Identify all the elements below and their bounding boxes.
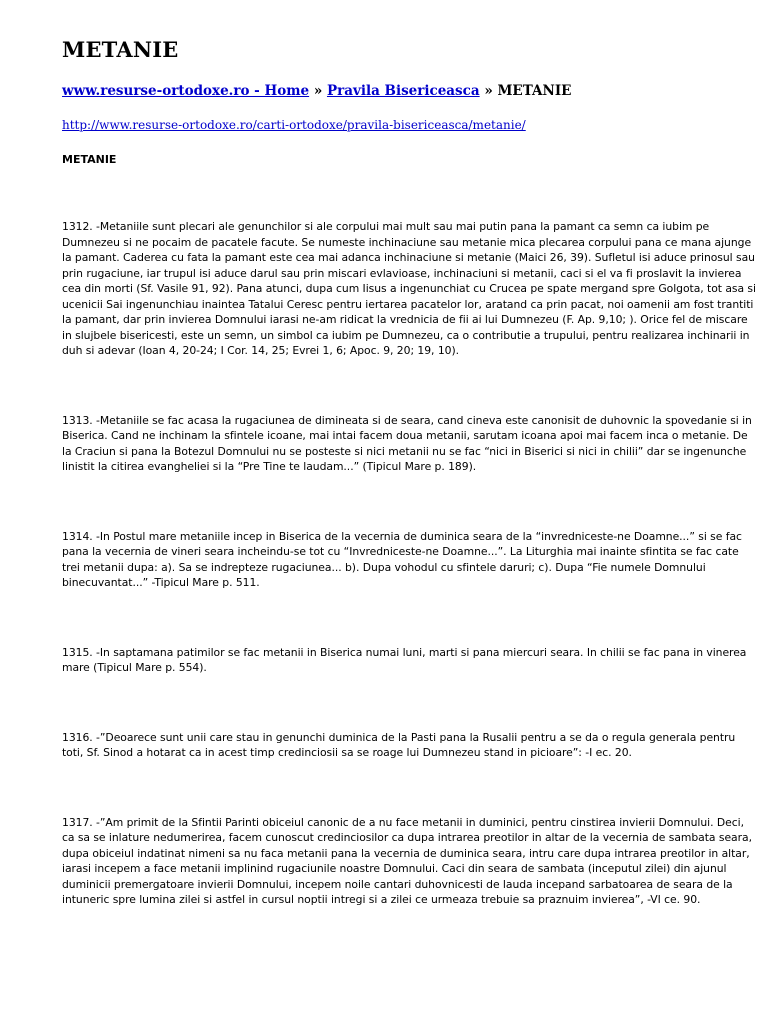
breadcrumb-section-link[interactable]: Pravila Bisericeasca [326,83,480,99]
document-page [62,36,756,908]
source-url-link[interactable]: http://www.resurse-ortodoxe.ro/carti-ortodoxe/pravila-bisericeasca/metanie/ [62,118,526,132]
section-heading: METANIE [62,153,117,166]
breadcrumb-current-page: METANIE [497,83,572,99]
breadcrumb [62,82,756,100]
paragraph-1313: 1313. -Metaniile se fac acasa la rugaciunea de dimineata si de seara, cand cineva este canonisit de duhovnic la spovedanie si in Biserica. Cand ne inchinam la sfintele icoane, mai intai facem doua metanii, sarutam icoana apoi mai facem inca o metanie. De la Craciun si pana la Botezul Domnului nu se posteste si nici metanii nu se fac “nici in Biserici si nici in chilii” dar se ingenunche linistit la citirea evangheliei si la “Pre Tine te laudam...” (Tipicul Mare p. 189). [62,413,752,473]
paragraph-1317: 1317. -”Am primit de la Sfintii Parinti obiceiul canonic de a nu face metanii in duminici, pentru cinstirea invierii Domnului. Deci, ca sa se inlature nedumerirea, facem cunoscut credinciosilor ca dupa intrarea preotilor in altar de la vecernia de sambata seara, dupa obiceiul indatinat nimeni sa nu faca metanii pana la vecernia de duminica seara, intru care dupa intrarea preotilor in altar, iarasi incepem a face metanii implinind rugaciunile noastre Domnului. Caci din seara de sambata (inceputul zilei) din ajunul duminicii premergatoare invierii Domnului, incepem noile cantari duhovnicesti de lauda incepand sarbatoarea de seara de la intuneric spre lumina zilei si astfel in cursul noptii intregi si a zilei ce urmeaza trebuie sa praznuim invierea”, -VI ce. 90. [62,815,752,906]
page-title: METANIE [62,37,179,62]
paragraph-1316: 1316. -”Deoarece sunt unii care stau in genunchi duminica de la Pasti pana la Rusalii pentru a se da o regula generala pentru toti, Sf. Sinod a hotarat ca in acest timp credinciosii sa se roage lui Dumnezeu stand in picioare”: -I ec. 20. [62,730,736,759]
breadcrumb-home-link[interactable]: www.resurse-ortodoxe.ro - Home [62,83,310,99]
breadcrumb-separator: » [309,83,327,99]
article-body [62,219,756,908]
source-url-line [62,117,756,133]
paragraph-1315: 1315. -In saptamana patimilor se fac metanii in Biserica numai luni, marti si pana miercuri seara. In chilii se fac pana in vinerea mare (Tipicul Mare p. 554). [62,645,747,674]
breadcrumb-separator: » [479,83,498,99]
paragraph-1314: 1314. -In Postul mare metaniile incep in Biserica de la vecernia de duminica seara de la “invredniceste-ne Doamne...” si se fac pana la vecernia de vineri seara incheindu-se tot cu “Invredniceste-ne Doamne...”. La Liturghia mai inainte sfintita se fac cate trei metanii dupa: a). Sa se indrepteze rugaciunea... b). Dupa vohodul cu sfintele daruri; c). Dupa “Fie numele Domnului binecuvantat...” -Tipicul Mare p. 511. [62,529,742,589]
paragraph-1312: 1312. -Metaniile sunt plecari ale genunchilor si ale corpului mai mult sau mai putin pana la pamant ca semn ca iubim pe Dumnezeu si ne pocaim de pacatele facute. Se numeste inchinaciune sau metanie mica plecarea corpului pana ce mana ajunge la pamant. Caderea cu fata la pamant este cea mai adanca inchinaciune si metanie (Maici 26, 39). Sufletul isi aduce prinosul sau prin rugaciune, iar trupul isi aduce darul sau prin miscari evlavioase, inchinaciuni si metanii, caci si el va fi proslavit la invierea cea din morti (Sf. Vasile 91, 92). Pana atunci, dupa cum Iisus a ingenunchiat cu Crucea pe spate mergand spre Golgota, tot asa si ucenicii Sai ingenunchiau inaintea Tatalui Ceresc pentru iertarea pacatelor lor, aratand ca prin pacat, noi oamenii am fost trantiti la pamant, dar prin invierea Domnului iarasi ne-am ridicat la vrednicia de fii ai lui Dumnezeu (F. Ap. 9,10; ). Orice fel de miscare in slujbele bisericesti, este un semn, un simbol ca iubim pe Dumnezeu, ca o contributie a trupului, pentru realizarea inchinarii in duh si adevar (Ioan 4, 20-24; I Cor. 14, 25; Evrei 1, 6; Apoc. 9, 20; 19, 10). [62,220,756,357]
